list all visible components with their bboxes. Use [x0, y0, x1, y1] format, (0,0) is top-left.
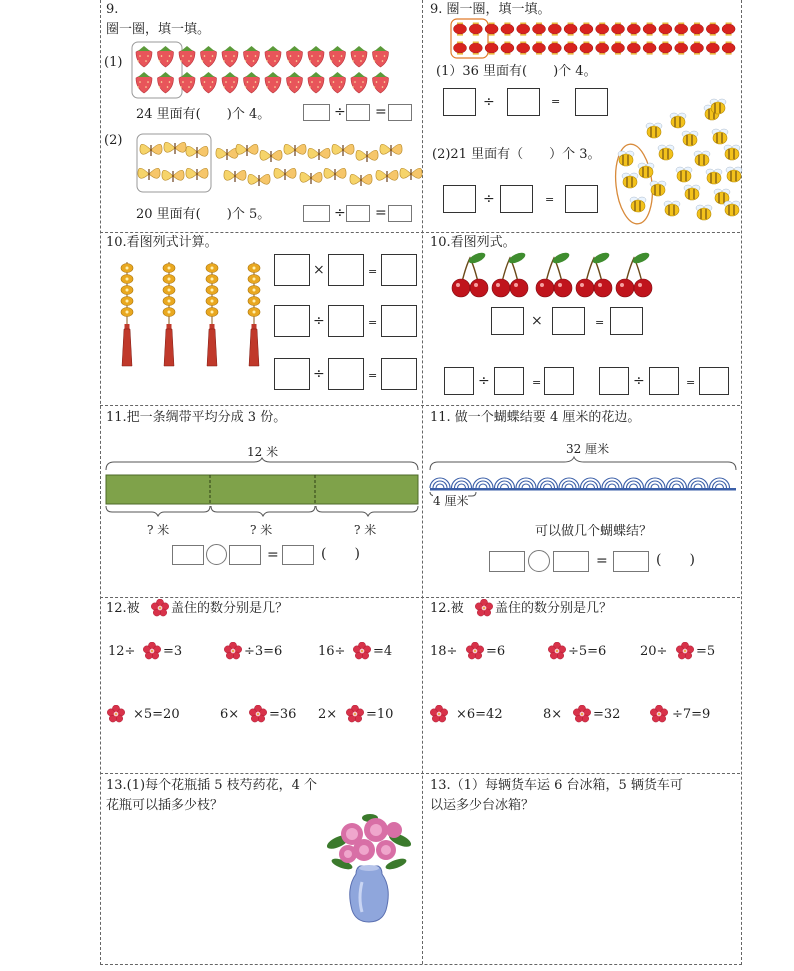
lantern-icon	[659, 23, 672, 36]
equation-part: =36	[269, 707, 297, 722]
plum-flower-icon	[143, 642, 161, 660]
answer-box[interactable]	[565, 185, 598, 213]
strawberry-icon	[179, 72, 195, 93]
plum-flower-icon	[346, 705, 364, 723]
equals-sign: =	[551, 95, 561, 108]
bee-icon	[670, 113, 686, 128]
answer-box[interactable]	[303, 104, 330, 121]
answer-box[interactable]	[553, 551, 589, 572]
equals-sign: =	[545, 193, 555, 206]
cherry-icon	[536, 251, 572, 297]
row-divider	[100, 405, 740, 406]
plum-flower-icon	[573, 705, 591, 723]
strawberry-icon	[265, 46, 281, 67]
lantern-icon	[501, 23, 514, 36]
divide-sign: ÷	[483, 191, 495, 207]
row-divider	[100, 597, 740, 598]
plum-flower-icon	[224, 642, 242, 660]
answer-box[interactable]	[172, 545, 204, 565]
q9-left-instruction: 圈一圈，填一填。	[106, 22, 211, 37]
strawberry-icon	[136, 72, 152, 93]
strawberry-icon	[330, 46, 346, 67]
q9-left-part2-label: (2)	[104, 133, 123, 148]
strawberry-icon	[179, 46, 195, 67]
q10-left-title: 10.看图列式计算。	[106, 235, 218, 250]
answer-box[interactable]	[282, 545, 314, 565]
bee-icon	[684, 185, 700, 200]
butterfly-icon	[400, 168, 422, 180]
lantern-picture	[450, 18, 740, 60]
bee-icon	[676, 167, 692, 182]
answer-box[interactable]	[443, 88, 476, 116]
bee-icon	[694, 151, 710, 166]
equation-part: =5	[696, 644, 716, 659]
bee-icon	[706, 169, 722, 184]
strawberry-picture	[130, 40, 400, 100]
equals-sign: =	[375, 104, 387, 120]
bee-icon	[682, 131, 698, 146]
q13-left-line1: 13.(1)每个花瓶插 5 枝芍药花，4 个	[106, 778, 318, 793]
operator-circle[interactable]	[206, 544, 227, 565]
answer-box[interactable]	[613, 551, 649, 572]
equation-part: 6×	[220, 707, 240, 722]
butterfly-icon	[376, 170, 398, 182]
q10-right-title: 10.看图列式。	[430, 235, 516, 250]
strawberry-icon	[351, 72, 367, 93]
ornament-icon	[163, 262, 175, 366]
lantern-icon	[643, 42, 656, 55]
answer-box[interactable]	[346, 104, 370, 121]
equals-sign: =	[686, 376, 696, 389]
plum-flower-icon	[475, 599, 493, 617]
lantern-icon	[706, 42, 719, 55]
bee-icon	[622, 173, 638, 188]
answer-box[interactable]	[303, 205, 330, 222]
answer-box[interactable]	[381, 358, 417, 390]
answer-box[interactable]	[381, 305, 417, 337]
equation-part: =32	[593, 707, 621, 722]
strawberry-icon	[136, 46, 152, 67]
bee-icon	[724, 201, 740, 216]
lantern-icon	[596, 42, 609, 55]
butterfly-icon	[216, 148, 238, 160]
strawberry-icon	[351, 46, 367, 67]
ornament-icon	[121, 262, 133, 366]
equals-sign: =	[368, 265, 378, 278]
equation-part: ÷7=9	[672, 707, 711, 722]
q9-right-part1-question: (1）36 里面有( )个 4。	[436, 64, 597, 79]
cherry-icon	[576, 251, 612, 297]
butterfly-icon	[248, 174, 270, 186]
bee-icon	[726, 167, 742, 182]
butterfly-icon	[140, 144, 162, 156]
butterfly-icon	[300, 172, 322, 184]
lantern-icon	[691, 23, 704, 36]
plum-flower-icon	[249, 705, 267, 723]
butterfly-picture	[135, 132, 420, 197]
strawberry-icon	[244, 72, 260, 93]
divide-sign: ÷	[334, 104, 346, 120]
ornament-icon	[248, 262, 260, 366]
lantern-icon	[612, 42, 625, 55]
lantern-icon	[517, 23, 530, 36]
q13-right-line1: 13.（1）每辆货车运 6 台冰箱，5 辆货车可	[430, 778, 683, 793]
equation-part: 20÷	[640, 644, 668, 659]
bee-icon	[638, 163, 654, 178]
divide-sign: ÷	[334, 205, 346, 221]
plum-flower-icon	[548, 642, 566, 660]
q11-right-title: 11. 做一个蝴蝶结要 4 厘米的花边。	[430, 410, 641, 425]
equation-part: 8×	[543, 707, 563, 722]
lantern-icon	[533, 42, 546, 55]
part-label: ? 米	[147, 523, 170, 537]
butterfly-icon	[324, 168, 346, 180]
lantern-icon	[675, 23, 688, 36]
equation-part: =4	[373, 644, 393, 659]
answer-box[interactable]	[346, 205, 370, 222]
q13-left-line2: 花瓶可以插多少枝？	[106, 798, 224, 813]
plum-flower-icon	[430, 705, 448, 723]
q9-left-part1-question: 24 里面有( )个 4。	[136, 107, 271, 122]
butterfly-icon	[164, 142, 186, 154]
butterfly-icon	[308, 148, 330, 160]
column-divider	[422, 0, 423, 964]
q12-left-title-start: 12.被	[106, 601, 140, 616]
lantern-icon	[533, 23, 546, 36]
equation-part: =3	[163, 644, 183, 659]
plum-flower-icon	[466, 642, 484, 660]
butterfly-icon	[186, 168, 208, 180]
plum-flower-icon	[107, 705, 125, 723]
butterfly-icon	[350, 174, 372, 186]
butterfly-icon	[186, 146, 208, 158]
lace-unit-label: 4 厘米	[433, 494, 469, 508]
strawberry-icon	[201, 72, 217, 93]
butterfly-icon	[274, 168, 296, 180]
divide-sign: ÷	[633, 373, 645, 389]
bee-icon	[630, 197, 646, 212]
strawberry-icon	[287, 46, 303, 67]
part-label: ? 米	[250, 523, 273, 537]
q11-right-question: 可以做几个蝴蝶结？	[535, 524, 653, 539]
equation-part: =6	[486, 644, 506, 659]
cherry-picture	[448, 252, 673, 302]
answer-box[interactable]	[610, 307, 643, 335]
answer-box[interactable]	[328, 358, 364, 390]
answer-box[interactable]	[599, 367, 629, 395]
lantern-icon	[517, 42, 530, 55]
strawberry-icon	[222, 46, 238, 67]
equation-part: ÷5=6	[568, 644, 607, 659]
plum-flower-icon	[650, 705, 668, 723]
strawberry-icon	[201, 46, 217, 67]
plum-flower-icon	[676, 642, 694, 660]
equals-sign: =	[368, 316, 378, 329]
equation-part: ÷3=6	[244, 644, 283, 659]
ribbon-diagram	[104, 458, 422, 520]
equals-sign: =	[596, 553, 608, 569]
q12-right-title-end: 盖住的数分别是几？	[495, 601, 613, 616]
butterfly-icon	[380, 144, 402, 156]
answer-box[interactable]	[444, 367, 474, 395]
lace-diagram	[428, 456, 740, 516]
lantern-icon	[485, 42, 498, 55]
lantern-icon	[564, 23, 577, 36]
equals-sign: =	[595, 316, 605, 329]
lantern-icon	[659, 42, 672, 55]
q9-right-title: 9. 圈一圈，填一填。	[430, 2, 551, 17]
multiply-sign: ×	[313, 262, 325, 278]
unit-blank: ( )	[656, 552, 695, 568]
ornament-icon	[206, 262, 218, 366]
strawberry-icon	[308, 46, 324, 67]
lantern-icon	[643, 23, 656, 36]
answer-box[interactable]	[552, 307, 585, 335]
q13-right-line2: 以运多少台冰箱？	[430, 798, 535, 813]
equation-part: ×5=20	[133, 707, 180, 722]
lantern-icon	[485, 23, 498, 36]
bee-icon	[618, 151, 634, 166]
q12-right-title-start: 12.被	[430, 601, 464, 616]
equals-sign: =	[368, 369, 378, 382]
unit-blank: ( )	[321, 546, 360, 562]
answer-box[interactable]	[649, 367, 679, 395]
strawberry-icon	[373, 46, 389, 67]
lantern-icon	[596, 23, 609, 36]
lace-length-label: 32 厘米	[566, 442, 610, 456]
bee-icon	[710, 99, 726, 114]
lantern-icon	[580, 42, 593, 55]
butterfly-icon	[356, 150, 378, 162]
divide-sign: ÷	[478, 373, 490, 389]
lantern-icon	[454, 42, 467, 55]
butterfly-icon	[162, 170, 184, 182]
strawberry-icon	[158, 46, 174, 67]
q9-left-number: 9.	[106, 2, 119, 17]
bee-icon	[696, 205, 712, 220]
strawberry-icon	[287, 72, 303, 93]
answer-box[interactable]	[494, 367, 524, 395]
equals-sign: =	[267, 547, 279, 563]
ribbon-length-label: 12 米	[247, 445, 279, 459]
cherry-icon	[492, 251, 528, 297]
lantern-icon	[564, 42, 577, 55]
q9-left-part2-question: 20 里面有( )个 5。	[136, 207, 271, 222]
strawberry-icon	[222, 72, 238, 93]
hanging-ornament-picture	[112, 262, 272, 374]
lantern-icon	[691, 42, 704, 55]
equation-part: 18÷	[430, 644, 458, 659]
butterfly-icon	[224, 170, 246, 182]
strawberry-icon	[308, 72, 324, 93]
bee-picture	[608, 102, 740, 232]
answer-box[interactable]	[274, 305, 310, 337]
equation-part: =10	[366, 707, 394, 722]
answer-box[interactable]	[274, 358, 310, 390]
answer-box[interactable]	[575, 88, 608, 116]
part-label: ? 米	[354, 523, 377, 537]
answer-box[interactable]	[274, 254, 310, 286]
lantern-icon	[469, 23, 482, 36]
flower-vase-picture	[320, 812, 415, 927]
lantern-icon	[627, 42, 640, 55]
answer-box[interactable]	[328, 305, 364, 337]
answer-box[interactable]	[500, 185, 533, 213]
answer-box[interactable]	[489, 551, 525, 572]
strawberry-icon	[244, 46, 260, 67]
lantern-icon	[722, 23, 735, 36]
cherry-icon	[616, 251, 652, 297]
answer-box[interactable]	[229, 545, 261, 565]
answer-box[interactable]	[328, 254, 364, 286]
cherry-icon	[452, 251, 488, 297]
equals-sign: =	[532, 376, 542, 389]
multiply-sign: ×	[531, 313, 543, 329]
lantern-icon	[501, 42, 514, 55]
bee-icon	[712, 129, 728, 144]
butterfly-icon	[260, 150, 282, 162]
answer-box[interactable]	[491, 307, 524, 335]
answer-box[interactable]	[381, 254, 417, 286]
strawberry-icon	[330, 72, 346, 93]
lantern-icon	[580, 23, 593, 36]
divide-sign: ÷	[483, 94, 495, 110]
row-divider	[100, 232, 740, 233]
q9-left-part1-label: (1)	[104, 55, 123, 70]
bee-icon	[724, 145, 740, 160]
divide-sign: ÷	[313, 366, 325, 382]
bee-icon	[646, 123, 662, 138]
lantern-icon	[548, 23, 561, 36]
strawberry-icon	[158, 72, 174, 93]
answer-box[interactable]	[699, 367, 729, 395]
q9-right-part2-question: (2)21 里面有（ ）个 3。	[432, 147, 601, 162]
lantern-icon	[706, 23, 719, 36]
equation-part: 2×	[318, 707, 338, 722]
equation-part: 16÷	[318, 644, 346, 659]
lantern-icon	[454, 23, 467, 36]
lantern-icon	[675, 42, 688, 55]
answer-box[interactable]	[388, 205, 412, 222]
bee-icon	[658, 145, 674, 160]
lantern-icon	[627, 23, 640, 36]
answer-box[interactable]	[388, 104, 412, 121]
q12-left-title-end: 盖住的数分别是几？	[171, 601, 289, 616]
butterfly-icon	[138, 168, 160, 180]
lantern-icon	[612, 23, 625, 36]
answer-box[interactable]	[443, 185, 476, 213]
answer-box[interactable]	[544, 367, 574, 395]
bee-icon	[664, 201, 680, 216]
equation-part: ×6=42	[456, 707, 503, 722]
bee-icon	[650, 181, 666, 196]
plum-flower-icon	[151, 599, 169, 617]
lantern-icon	[722, 42, 735, 55]
butterfly-icon	[236, 144, 258, 156]
equals-sign: =	[375, 205, 387, 221]
q11-left-title: 11.把一条绸带平均分成 3 份。	[106, 410, 287, 425]
equation-part: 12÷	[108, 644, 136, 659]
row-divider	[100, 773, 740, 774]
butterfly-icon	[284, 144, 306, 156]
lantern-icon	[469, 42, 482, 55]
plum-flower-icon	[353, 642, 371, 660]
lantern-icon	[548, 42, 561, 55]
operator-circle[interactable]	[528, 550, 550, 572]
strawberry-icon	[373, 72, 389, 93]
divide-sign: ÷	[313, 313, 325, 329]
strawberry-icon	[265, 72, 281, 93]
butterfly-icon	[332, 144, 354, 156]
answer-box[interactable]	[507, 88, 540, 116]
